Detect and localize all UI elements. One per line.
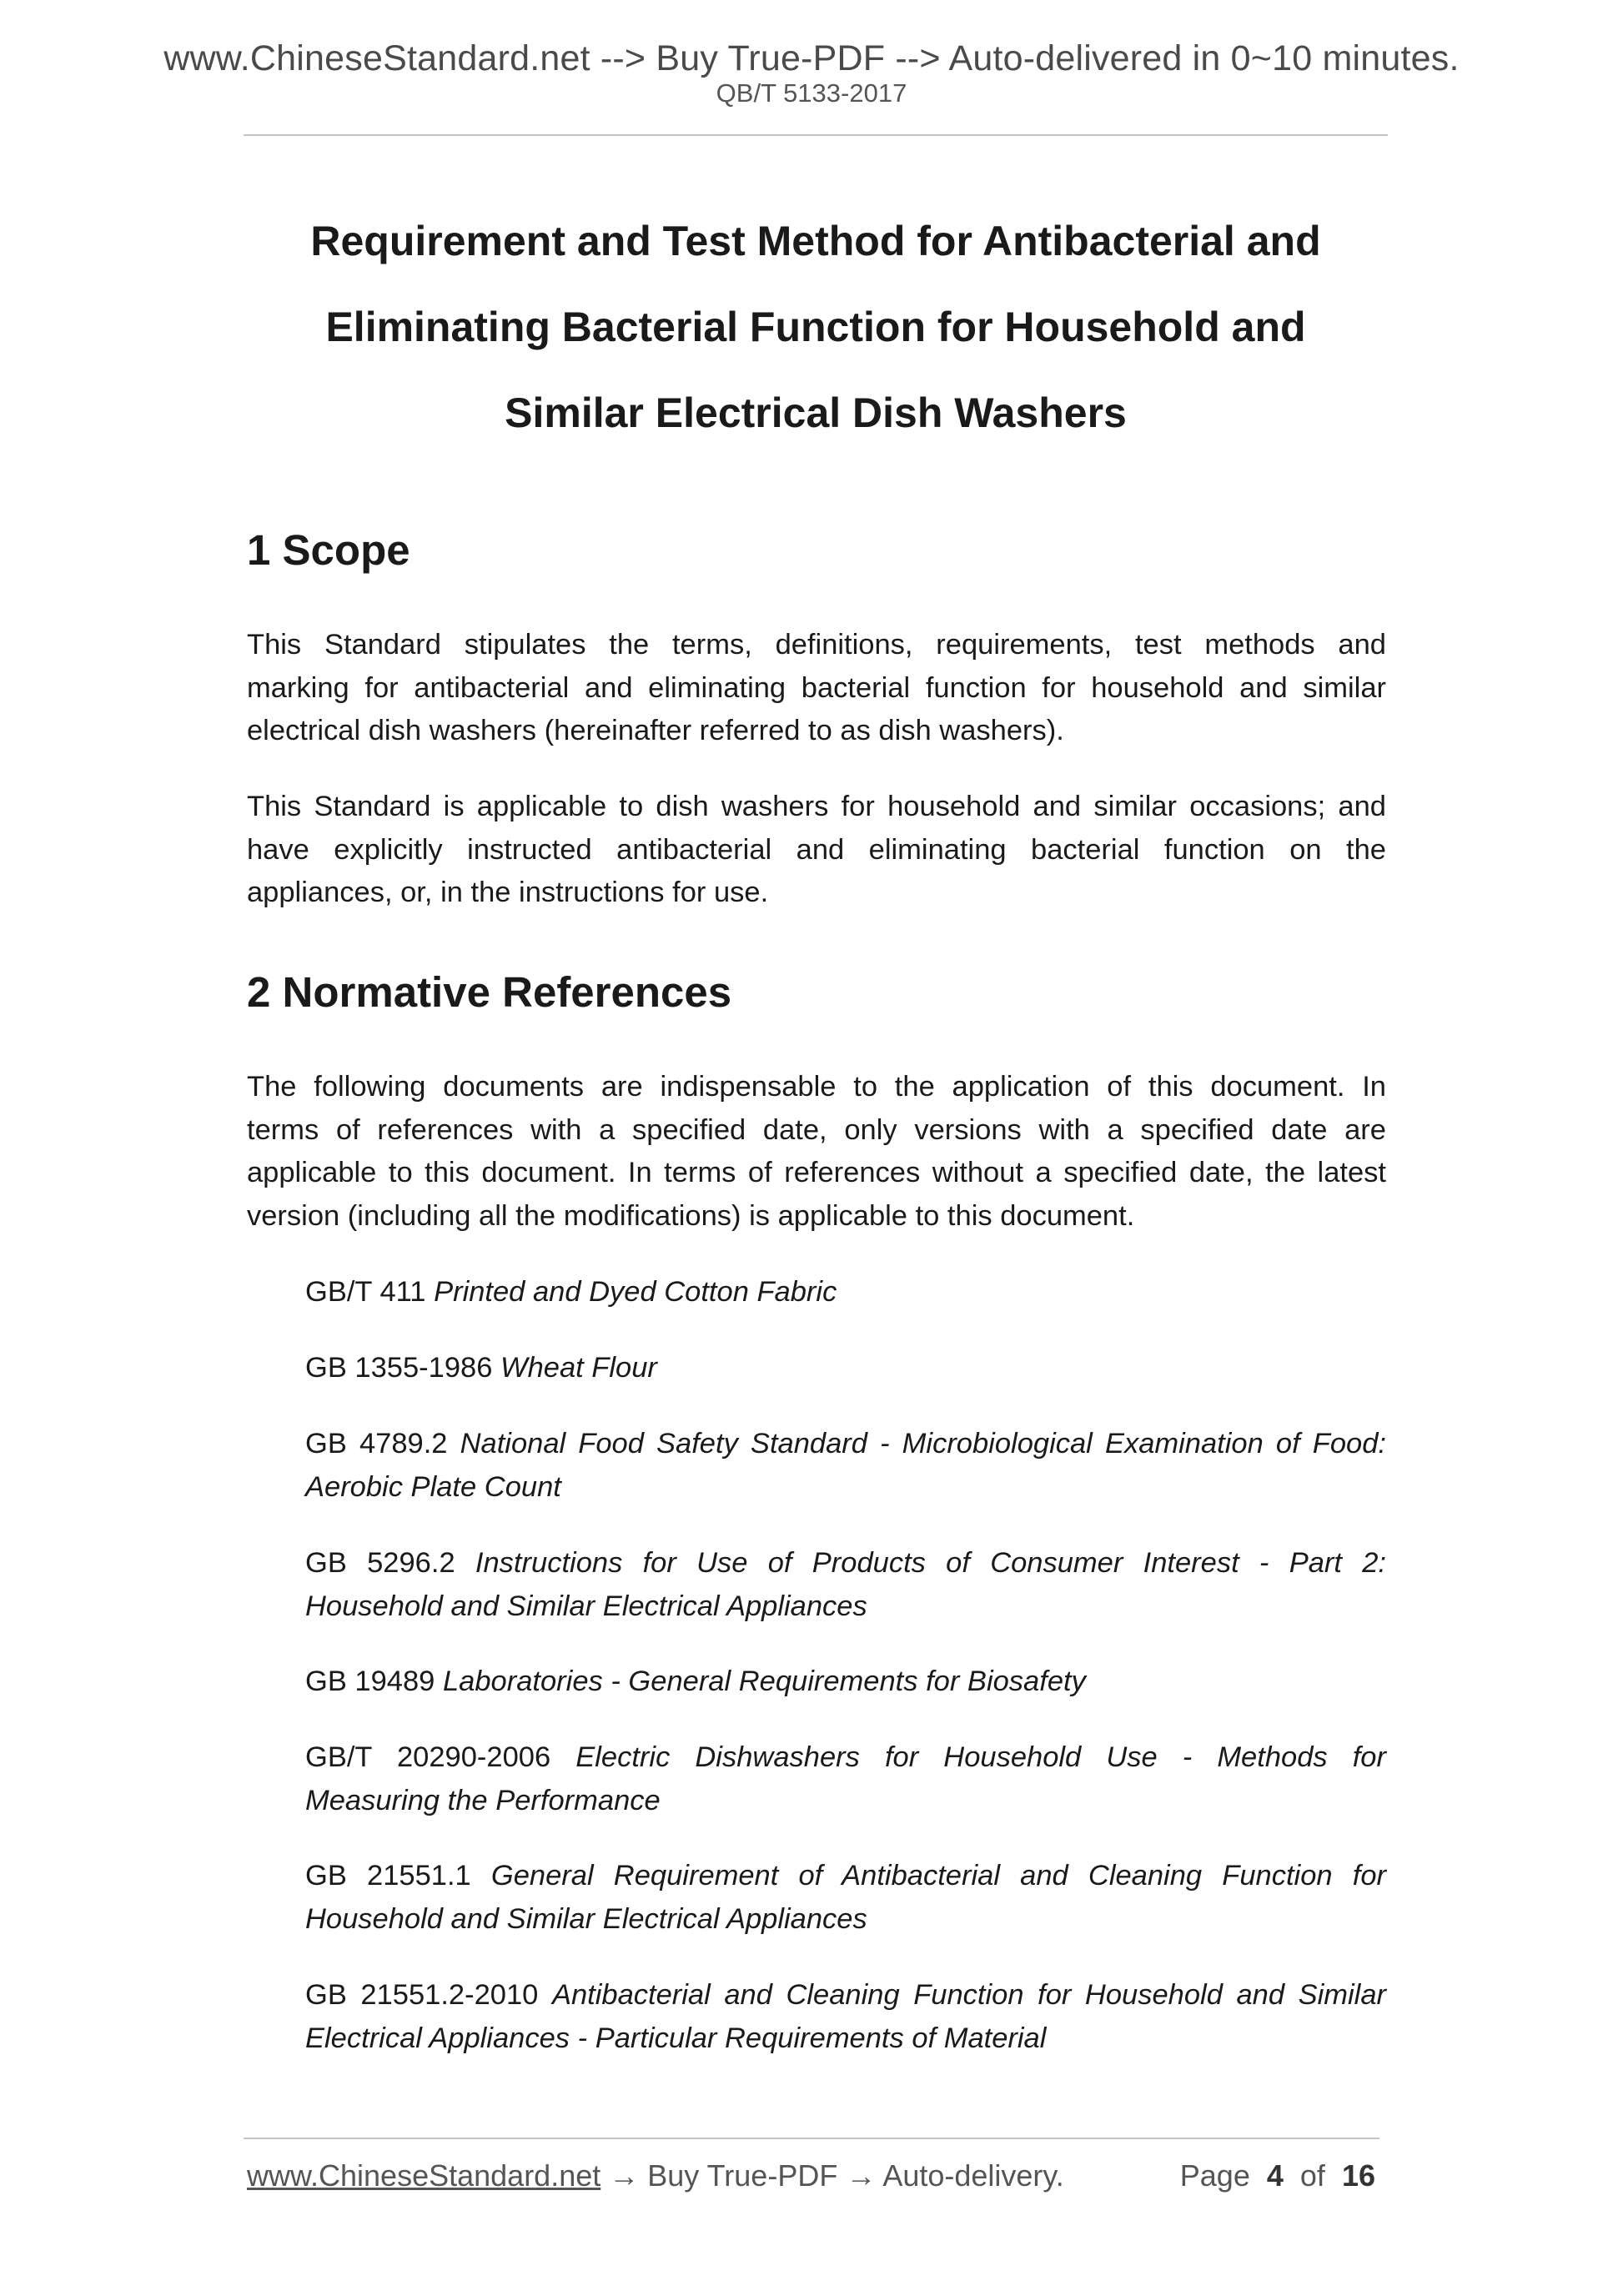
header-banner: www.ChineseStandard.net --> Buy True-PDF --> Auto-delivered in 0~10 minutes. (163, 38, 1460, 78)
page-total: 16 (1341, 2158, 1375, 2193)
reference-title: General Requirement of Antibacterial and Cleaning Function for (490, 1860, 1386, 1892)
text-line: This Standard stipulates the terms, definitions, requirements, test methods and (247, 629, 1386, 661)
header-divider (244, 134, 1388, 136)
reference-title-continued: Measuring the Performance (305, 1784, 661, 1816)
section-heading-normative-references: 2 Normative References (247, 968, 732, 1016)
reference-title-continued: Electrical Appliances - Particular Requirements of Material (305, 2022, 1047, 2054)
text-line: The following documents are indispensable to the application of this document. In (247, 1071, 1386, 1103)
reference-code: GB 5296.2 (305, 1547, 455, 1579)
text-line: terms of references with a specified date, only versions with a specified date are (247, 1113, 1386, 1146)
reference-code: GB 21551.2-2010 (305, 1979, 539, 2011)
reference-item (305, 1660, 1386, 1704)
page-word: Page (1179, 2158, 1250, 2193)
reference-item (305, 1542, 1386, 1628)
text-line: version (including all the modifications) is applicable to this document. (247, 1199, 1135, 1232)
reference-title-continued: Aerobic Plate Count (305, 1470, 561, 1503)
text-line: electrical dish washers (hereinafter referred to as dish washers). (247, 715, 1064, 746)
text-line: marking for antibacterial and eliminating bacterial function for household and similar (247, 671, 1386, 704)
scope-paragraph-2 (247, 786, 1386, 915)
page-number: 4 (1266, 2158, 1284, 2193)
reference-title: Laboratories - General Requirements for Biosafety (442, 1665, 1086, 1697)
text-line: applicable to this document. In terms of references without a specified date, the latest (247, 1157, 1386, 1188)
reference-code: GB 4789.2 (305, 1428, 448, 1459)
reference-title-continued: Household and Similar Electrical Appliances (305, 1902, 867, 1935)
references-intro-paragraph (247, 1066, 1386, 1238)
reference-title: Electric Dishwashers for Household Use - Methods for (575, 1741, 1386, 1773)
reference-item (305, 1974, 1386, 2060)
document-title (244, 198, 1388, 456)
reference-item (305, 1423, 1386, 1509)
reference-code: GB 19489 (305, 1665, 435, 1697)
footer-divider (244, 2138, 1379, 2139)
reference-title: National Food Safety Standard - Microbiological Examination of Food: (460, 1428, 1387, 1459)
page-indicator (1180, 2158, 1375, 2193)
reference-item (305, 1271, 1386, 1314)
reference-code: GB 21551.1 (305, 1860, 471, 1892)
reference-code: GB/T 411 (305, 1276, 426, 1308)
reference-item (305, 1736, 1386, 1822)
reference-item (305, 1347, 1386, 1390)
reference-code: GB 1355-1986 (305, 1352, 493, 1384)
footer-tagline: → Buy True-PDF → Auto-delivery. (600, 2158, 1064, 2193)
of-word: of (1299, 2158, 1325, 2193)
reference-title: Printed and Dyed Cotton Fabric (434, 1276, 837, 1308)
reference-title: Antibacterial and Cleaning Function for Household and Similar (551, 1979, 1386, 2011)
title-line: Eliminating Bacterial Function for Household and (325, 304, 1306, 350)
reference-title: Wheat Flour (500, 1352, 657, 1384)
text-line: have explicitly instructed antibacterial and eliminating bacterial function on the (247, 833, 1386, 866)
page-footer (247, 2158, 1381, 2193)
text-line: This Standard is applicable to dish washers for household and similar occasions; and (247, 791, 1386, 822)
reference-item (305, 1855, 1386, 1941)
reference-title: Instructions for Use of Products of Consumer Interest - Part 2: (475, 1547, 1386, 1579)
section-heading-scope: 1 Scope (247, 526, 410, 574)
document-code: QB/T 5133-2017 (716, 78, 907, 108)
text-line: appliances, or, in the instructions for use. (247, 877, 769, 908)
scope-paragraph-1 (247, 624, 1386, 753)
title-line: Similar Electrical Dish Washers (505, 389, 1127, 436)
website-link[interactable]: www.ChineseStandard.net (247, 2158, 601, 2193)
reference-code: GB/T 20290-2006 (305, 1741, 551, 1773)
title-line: Requirement and Test Method for Antibacterial and (310, 218, 1321, 264)
reference-title-continued: Household and Similar Electrical Appliances (305, 1590, 867, 1622)
